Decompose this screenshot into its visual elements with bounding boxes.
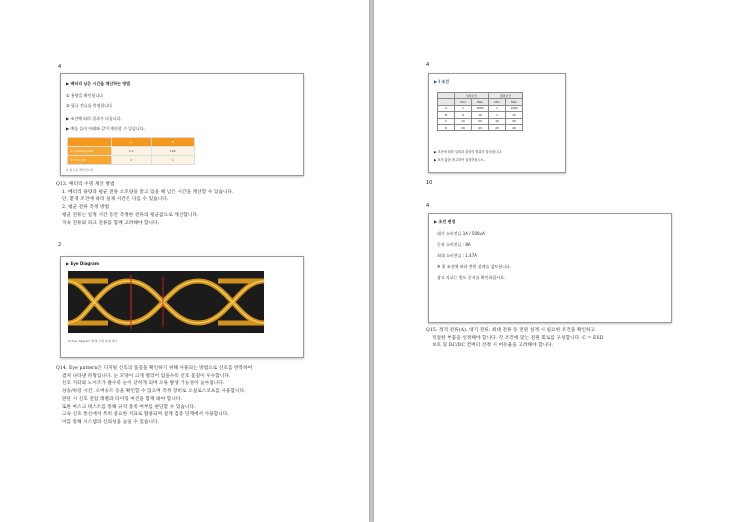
table-header: A	[112, 138, 152, 147]
card-title: ▶ Eye Diagram	[66, 261, 100, 266]
battery-calc-card	[60, 73, 304, 176]
table-cell: 1	[455, 105, 472, 111]
table-header: Max	[472, 99, 489, 105]
table-corner	[68, 138, 112, 147]
spec-line: 최대 소비전류 : 1.47A	[437, 253, 477, 258]
table-header: Min	[455, 99, 472, 105]
card-title: ▶ 조건 변경	[434, 219, 456, 224]
eye-diagram-image	[68, 271, 264, 333]
table-row	[68, 156, 195, 165]
card-line: ▶ 예를 들어 아래와 같이 계산할 수 있습니다.	[66, 126, 145, 131]
table-header: 출력조건	[489, 93, 523, 99]
table-header: 입력조건	[455, 93, 489, 99]
table-cell: 1	[151, 156, 194, 165]
row-label: ② Time (h)	[68, 156, 112, 165]
table-cell: 0.1	[112, 147, 152, 156]
text-line: 신호 지터와 노이즈가 클수록 눈이 닫히게 되며 오류 발생 가능성이 높아집니다.	[62, 381, 225, 387]
table-cell: 1	[489, 112, 506, 118]
paragraph-q15	[426, 327, 692, 350]
card-footnote: ※ 참고용 계산입니다	[66, 168, 94, 172]
text-line: 또한 마스크 테스트를 통해 규격 충족 여부를 판단할 수 있습니다.	[62, 404, 196, 410]
text-line: 고속 신호 통신에서 특히 중요한 지표로 활용되며 설계 검증 단계에서 사용합니다.	[62, 412, 229, 418]
card-title: ▶ 배터리 남은 시간을 계산하는 방법	[66, 81, 131, 86]
card-title: ▶ Ⅰ 조건	[434, 79, 450, 84]
table-row	[68, 147, 195, 156]
eye-diagram-graphic	[68, 271, 264, 333]
spec-line: 동작 소비전류 : 8A	[437, 242, 471, 247]
section-number: 2	[58, 242, 62, 248]
table-cell: 40	[506, 124, 523, 130]
text-line: 적절한 부품을 선정해야 합니다. 각 조건에 맞는 전원 회로를 구성합니다. C = ESD	[432, 335, 604, 341]
current-table	[67, 137, 195, 165]
text-line: 지속 전류와 피크 전류를 함께 고려해야 합니다.	[62, 220, 160, 226]
section-number: 4	[426, 62, 430, 68]
card-line: ▶ 조건에 따라 결과가 다릅니다.	[66, 116, 122, 121]
table-cell: 20	[489, 124, 506, 130]
card-line: ① 용량을 확인합니다	[66, 93, 104, 98]
text-line: 평균 전류는 일정 시간 동안 측정한 전류의 평균값으로 계산합니다.	[62, 212, 199, 218]
table-row	[438, 124, 523, 130]
table-cell: 0	[455, 112, 472, 118]
table-cell: 100	[151, 147, 194, 156]
condition-table	[437, 92, 523, 131]
text-line: 판단 시 신호 전압 레벨과 타이밍 마진을 함께 봐야 합니다.	[62, 396, 182, 402]
row-label: ① Current (mA)	[68, 147, 112, 156]
eye-diagram-card	[60, 256, 304, 358]
table-cell: 40	[472, 124, 489, 130]
text-line: 1. 배터리 용량과 평균 전류 소모량을 알고 있을 때 남은 시간을 계산할 수 있습니다.	[62, 189, 234, 195]
table-header: Min	[489, 99, 506, 105]
text-line: 보호 및 DC/DC 컨버터 선정 시 여유율을 고려해야 합니다.	[432, 343, 554, 349]
text-line: Q15. 정격 전류(A), 대기 전류, 최대 전류 등 전원 설계 시 필요한 조건을 확인하고	[426, 328, 596, 333]
table-header: Max	[506, 99, 523, 105]
table-cell: 10	[489, 118, 506, 124]
document-page-right	[374, 0, 743, 522]
table-cell: 20	[455, 124, 472, 130]
spec-line: 대기 소비전류 1A / 500uA	[437, 231, 485, 236]
section-number: 4	[58, 64, 62, 70]
paragraph-q14	[56, 365, 318, 427]
card-note: ▶ 조건에 따라 입력과 출력의 범위가 달라집니다.	[434, 150, 503, 154]
spec-change-card	[428, 213, 672, 323]
table-cell: 50	[472, 118, 489, 124]
table-cell: 1	[489, 105, 506, 111]
text-line: Q14. Eye pattern은 디지털 신호의 품질을 확인하기 위해 사용되는 방법으로 신호를 반복하여	[56, 366, 253, 371]
paragraph-q13	[56, 181, 316, 227]
table-cell: 1	[112, 156, 152, 165]
table-cell: A	[438, 105, 455, 111]
text-line: 2. 평균 전류 측정 방법	[62, 205, 110, 211]
table-cell: 10	[506, 112, 523, 118]
text-line: 이를 통해 시스템의 신뢰성을 높일 수 있습니다.	[62, 419, 160, 425]
text-line: 단, 환경 조건에 따라 실제 시간은 다를 수 있습니다.	[62, 197, 169, 203]
table-cell: B	[438, 112, 455, 118]
card-note: ▶ 표의 값을 참고하여 설정하십시오.	[434, 158, 485, 162]
spec-line: 참고 자료는 별도 문서를 확인하십시오.	[437, 275, 506, 280]
table-cell: 1000	[472, 105, 489, 111]
table-cell: 10	[455, 118, 472, 124]
text-line: 상승/하강 시간, 오버슈트 등을 확인할 수 있으며 측정 장비로 오실로스코프를 사용합니다.	[62, 389, 246, 395]
spec-line: ※ 위 조건에 따라 전원 설계를 검토합니다.	[437, 264, 512, 269]
table-cell: 50	[506, 118, 523, 124]
table-header: B	[151, 138, 194, 147]
card-caption: ※ Eye diagram 발생 시점 측정 예시	[68, 339, 118, 343]
section-number: 10	[426, 180, 433, 186]
table-cell: C	[438, 118, 455, 124]
table-cell: D	[438, 124, 455, 130]
table-cell: 1000	[506, 105, 523, 111]
text-line: Q13. 배터리 수명 계산 방법	[56, 182, 115, 187]
condition-card	[428, 73, 566, 173]
table-cell: 10	[472, 112, 489, 118]
card-line: ② 평균 전류를 측정합니다	[66, 103, 113, 108]
document-page-left	[0, 0, 369, 522]
section-number: 4	[426, 203, 430, 209]
text-line: 겹쳐 나타낸 파형입니다. 눈 모양이 크게 열리어 있을수록 신호 품질이 우수합니다.	[62, 373, 231, 379]
